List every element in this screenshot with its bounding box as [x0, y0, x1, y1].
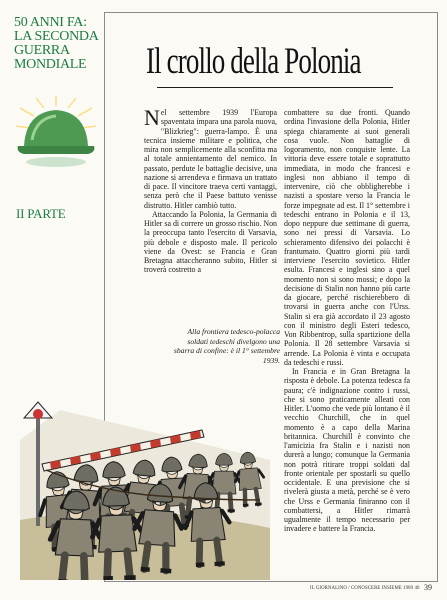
headline: Il crollo della Polonia — [146, 41, 361, 82]
article-column-1 — [144, 105, 277, 275]
article-paragraph: In Francia e in Gran Bretagna la risposta è debole. La potenza tedesca fa paura; c'è indignazione contro i russi, che si sono praticamente alleati con Hitler. L'uomo che vede più lontano è il vecchio Churchill, che in quel momento è a capo della Marina britannica. Churchill è convinto che l'amicizia fra Stalin e i nazisti non durerà a lungo; comunque la Germania non potrà ritirare troppi soldati dal fronte orientale per spostarli su quello occidentale. E una previsione che si rivelerà giusta a metà, perché se è vero che Urss e Germania finiranno con il combattersi, a Hitler rimarrà ugualmente il tempo necessario per invadere e battere la Francia. — [284, 367, 410, 534]
series-title-line: LA SECONDA — [14, 29, 99, 44]
drop-cap: N — [144, 105, 160, 130]
series-title — [14, 16, 106, 72]
page-number: 39 — [424, 583, 432, 592]
illustration-caption: Alla frontiera tedesco-polacca soldati tedeschi divelgono una sbarra di confine: è il 1° settembre 1939. — [173, 327, 280, 365]
german-soldiers-illustration — [20, 400, 270, 580]
helmet-icon — [14, 96, 98, 170]
series-title-line: MONDIALE — [14, 57, 87, 72]
article-paragraph: Attaccando la Polonia, la Germania di Hitler sa di correre un grosso rischio. Non la preoccupa tanto l'esercito di Varsavia, più debole e disposto male. Il pericolo viene da Ovest: se Francia e Gran Bretagna attaccheranno subito, Hitler si troverà costretto a — [144, 209, 277, 275]
series-title-line: 50 ANNI FA: — [14, 15, 87, 30]
paragraph-text: el settembre 1939 l'Europa spaventata impara una parola nuova, "Blizkrieg": guerra-lampo. È una tecnica insieme militare e politica, che mira non semplicemente alla sconfitta ma al totale annientamento del nemico. In passato, perdute le battaglie decisive, una nazione si arrendeva e firmava un trattato di pace. Il vincitore traeva certi vantaggi, senza però che il Paese battuto venisse distrutto. Hitler cambiò tutto. — [144, 108, 277, 210]
article-paragraph — [144, 105, 277, 210]
headline-rule — [157, 87, 393, 88]
series-title-line: GUERRA — [14, 43, 70, 58]
part-label: II PARTE — [16, 206, 66, 221]
footer-publication: IL GIORNALINO / CONOSCERE INSIEME 1989 40 — [310, 586, 420, 591]
article-column-2 — [284, 108, 410, 534]
article-paragraph: combattere su due fronti. Quando ordina l'invasione della Polonia, Hitler spiega chiaramente ai suoi generali cosa vuole. Non battaglie di logoramento, non conquiste lente. La vittoria deve essere totale e soprattutto immediata, in modo che francesi e inglesi non abbiano il tempo di intervenire, ciò che obbligherebbe i nazisti a spostare verso la Francia le forze impegnate ad est. Il 1° settembre i tedeschi entrano in Polonia e il 13, dopo neppure due settimane di guerra, sono nei pressi di Varsavia. Lo schieramento difensivo dei polacchi è frantumato. Quattro giorni più tardi interviene l'esercito sovietico. Hitler esulta. Francesi e inglesi sino a quel momento non si sono mossi; e dopo la decisione di Stalin non hanno più carte da giocare, perché rischierebbero di trovarsi in guerra anche con l'Urss. Stalin si era già accordato il 23 agosto con il ministro degli Esteri tedesco, Von Ribbentrop, sulla spartizione della Polonia. Il 28 settembre Varsavia si arrende. La Polonia è vinta e occupata da tedeschi e russi. — [284, 108, 410, 367]
